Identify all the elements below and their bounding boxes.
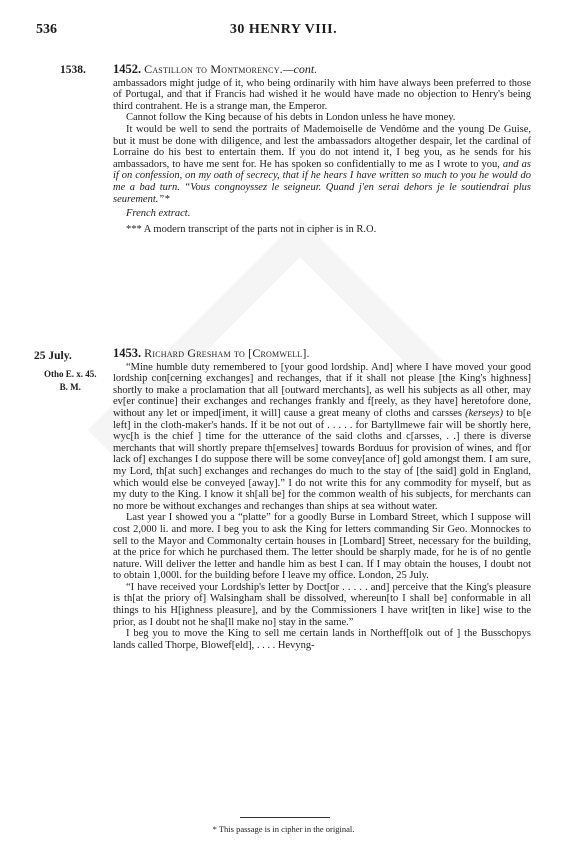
entry-1453: [113, 348, 531, 651]
paragraph-text: It would be well to send the portraits of Mademoiselle de Vendôme and the young De Guise, but it must be done with diligence, and lest the ambassadors altogether despair, let the cardinal of Lorraine do his best to entertain them. If you do not intend it, I beg you, as he sends for his ambassadors, to have me sent for. He has spoken so confidentially to me as I wrote to you,: [113, 123, 531, 170]
paragraph: “I have received your Lordship's letter by Doct[or . . . . . and] perceive that the King's pleasure is th[at the priory of] Walsingham shall be dissolved, whereun[to I shall be] conformable in all things to his H[ighness pleasure], and by the Commissioners I have writ[ten in like] wise to the prior, as I doubt not he sha[ll make no] stay in the same.”: [113, 581, 531, 628]
paragraph: ambassadors might judge of it, who being ordinarily with him have always been preferred to those of Portugal, and that if Francis had wished it he would have made no objection to Henry's being third contrahent. He is a strange man, the Emperor.: [113, 77, 531, 112]
margin-year: 1538.: [60, 64, 86, 76]
margin-reference: [44, 368, 97, 394]
paragraph: Last year I showed you a “platte” for a goodly Burse in Lombard Street, which I suppose will cost 2,000 li. and more. I beg you to ask the King for letters commanding Sir Geo. Monnockes to sell to the Mayor and Commonalty certain houses in [Lombard] Street, necessary for the building, at the price for which he purchased them. The letter should be sharply made, for he is of no gentle nature. Will deliver the letter and handle him as best I can. If I may obtain the houses, I doubt not to obtain 1,000l. for the building before I leave my office. London, 25 July.: [113, 512, 531, 582]
entry-cont: —cont.: [282, 62, 318, 76]
page-number: 536: [36, 22, 57, 37]
paragraph-italic: and as if on confession, on my oath of secrecy, that if he hears I have written so much to you he would do me a bad turn. “Vous congnoyssez le seigneur. Quand j'en serai dehors je le soutiendrai plus seurement.”*: [113, 158, 531, 205]
paragraph-italic: (kerseys): [465, 407, 504, 419]
entry-number: 1452.: [113, 62, 142, 76]
paragraph: I beg you to move the King to sell me certain lands in Northeff[olk out of ] the Busschopys lands called Thorpe, Blowef[eld], . . . . Hevyng-: [113, 628, 531, 651]
entry-heading: [113, 348, 531, 360]
paragraph: Cannot follow the King because of his debts in London unless he have money.: [126, 112, 456, 124]
entry-title: Richard Gresham to [Cromwell].: [144, 346, 310, 360]
extract-note: French extract.: [126, 208, 191, 220]
entry-title: Castillon to Montmorency.: [144, 62, 283, 76]
margin-date: 25 July.: [34, 350, 72, 362]
entry-number: 1453.: [113, 346, 142, 360]
margin-ref-line1: Otho E. x. 45.: [44, 369, 97, 379]
entry-1452: [113, 64, 531, 235]
running-title: 30 HENRY VIII.: [229, 22, 338, 37]
paragraph: [113, 124, 531, 205]
entry-heading: [113, 64, 531, 76]
margin-ref-line2: B. M.: [59, 382, 81, 392]
footnote-rule: [240, 817, 330, 818]
footnote: * This passage is in cipher in the original.: [212, 824, 355, 834]
paragraph: “Mine humble duty remembered to [your good lordship. And] where I have moved your good lordship con[cerning exchanges] and rechanges, that if it shall not please [the King's highness] shortly to make a proclamation that all [outward merchants], as well his subjects as all other, may ev[er continue] their exchanges and rechanges frankly and f[reely, as they have] heretofore done, without any let or imped[iment, it will] cause a great meany of cloths and carsses (kerseys) to b[e left] in the cloth-maker's hands. If it be not out of . . . . . for Bartyllmewe fair will be shortly here, wyc[h is the chief ] time for the utterance of the said cloths and c[arsses, . .] there is diverse merchants that will shortly prepare th[emselves] towards Borduus for provision of wines, and f[or lack of] exchanges I do suppose there will be some convey[ance of] gold amongst them. I am sure, my Lord, th[at such] exchanges and rechanges do much to the stay of [the said] gold in England, which would else be conveyed [away].” I do not write this for any commodity for myself, but as my duty to the King. I know it sh[all be] for the common wealth of his subjects, for merchants can no more be without exchanges and rechanges than ships at sea without water.: [113, 361, 532, 512]
transcript-note: *** A modern transcript of the parts not in cipher is in R.O.: [126, 223, 377, 235]
